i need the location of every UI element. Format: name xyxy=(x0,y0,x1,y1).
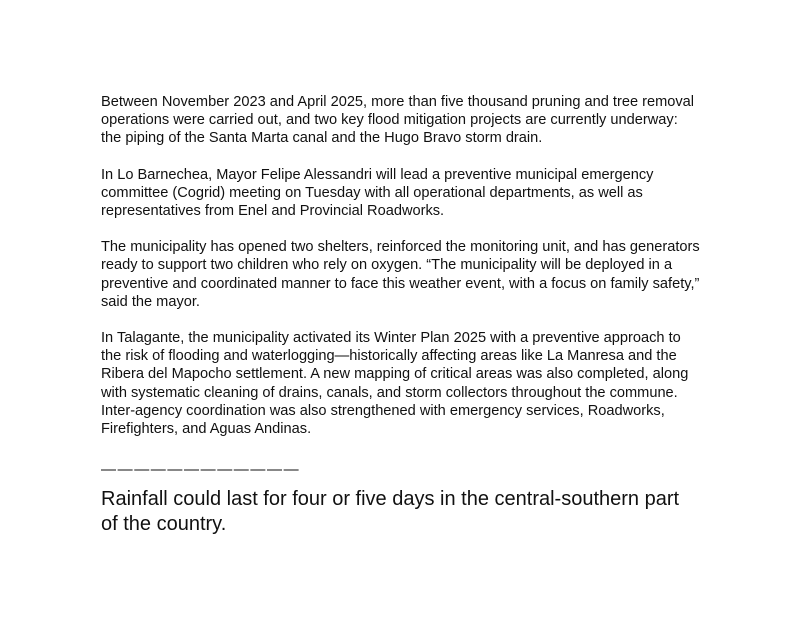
paragraph-talagante: In Talagante, the municipality activated its Winter Plan 2025 with a preventive approach to the risk of flooding and waterlogging—historically affecting areas like La Manresa and the Ribera del Mapocho settlement. A new mapping of critical areas was also completed, along with systematic cleaning of drains, canals, and storm collectors throughout the commune. Inter-agency coordination was also strengthened with emergency services, Roadworks, Firefighters, and Aguas Andinas. xyxy=(101,330,689,438)
paragraph-shelters: The municipality has opened two shelters, reinforced the monitoring unit, and has generators ready to support two children who rely on oxygen. “The municipality will be deployed in a preventive and coordinated manner to face this weather event, with a focus on family safety,” said the mayor. xyxy=(101,239,700,310)
section-heading: Rainfall could last for four or five days in the central-southern part of the country. xyxy=(101,488,680,536)
article-body xyxy=(101,93,701,537)
paragraph-lo-barnechea: In Lo Barnechea, Mayor Felipe Alessandri will lead a preventive municipal emergency committee (Cogrid) meeting on Tuesday with all operational departments, as well as representatives from Enel and Provincial Roadworks. xyxy=(101,166,654,220)
paragraph-pruning-operations: Between November 2023 and April 2025, more than five thousand pruning and tree removal operations were carried out, and two key flood mitigation projects are currently underway: the piping of the Santa Marta canal and the Hugo Bravo storm drain. xyxy=(101,94,695,147)
section-divider: ———————————— xyxy=(101,461,301,479)
